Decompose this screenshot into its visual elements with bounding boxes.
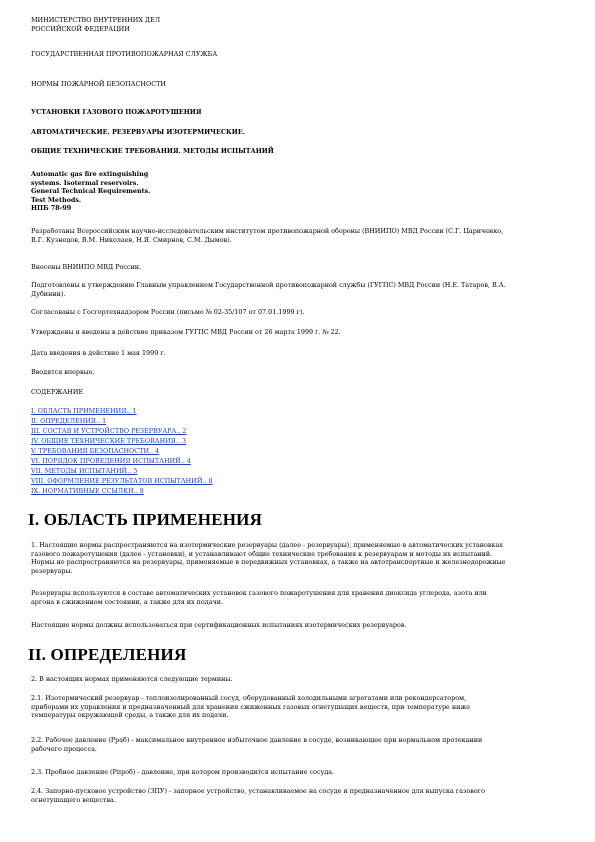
definition-shutoff-device — [31, 787, 485, 804]
first-time-paragraph: Вводятся впервые. — [31, 368, 95, 376]
toc-link-general-requirements[interactable]: IV. ОБЩИЕ ТЕХНИЧЕСКИЕ ТРЕБОВАНИЯ.. 3 — [31, 437, 187, 445]
paragraph-line: 2.1. Изотермический резервуар - теплоизолированный сосуд, оборудованный холодильными агрегатами или рекондерсатором, — [31, 694, 467, 702]
english-title-block — [31, 170, 150, 213]
toc-link-results[interactable]: VIII. ОФОРМЛЕНИЕ РЕЗУЛЬТАТОВ ИСПЫТАНИЙ.. 8 — [31, 477, 213, 485]
paragraph-line: приборами их управления и предназначенный для хранения сжиженных газовых огнетушащих веществ, при температуре ниже — [31, 702, 471, 711]
paragraph-line: температуры окружающей среды, а также для их подачи. — [31, 711, 229, 720]
english-title-line: Automatic gas fire extinguishing — [31, 170, 149, 178]
toc-link-safety[interactable]: V. ТРЕБОВАНИЯ БЕЗОПАСНОСТИ.. 4 — [31, 447, 160, 455]
approved-paragraph: Утверждены и введены в действие приказом ГУГПС МВД России от 26 марта 1999 г. № 22. — [31, 328, 341, 336]
toc-link-test-procedure[interactable]: VI. ПОРЯДОК ПРОВЕДЕНИЯ ИСПЫТАНИЙ.. 4 — [31, 457, 191, 465]
section-heading-definitions: II. ОПРЕДЕЛЕНИЯ — [28, 645, 187, 664]
definition-working-pressure — [31, 736, 482, 753]
scope-paragraph-3: Настоящие нормы должны использоваться при сертификационных испытаниях изотермических резервуаров. — [31, 621, 407, 629]
english-title-line: systems. Isotermal reservoirs. — [31, 178, 139, 187]
section-heading-scope: I. ОБЛАСТЬ ПРИМЕНЕНИЯ — [28, 510, 263, 529]
developers-line: В.Г. Кузнецов, В.М. Николаев, Н.Я. Смирнов, С.М. Дымов). — [31, 235, 232, 244]
document-title-line-2: АВТОМАТИЧЕСКИЕ. РЕЗЕРВУАРЫ ИЗОТЕРМИЧЕСКИЕ. — [31, 128, 245, 136]
scope-paragraph-1 — [31, 541, 506, 575]
paragraph-line: Нормы не распространяются на резервуары, применяемые в передвижных установках, а также на автотранспортные и железнодорожные — [31, 558, 506, 567]
ministry-line-1: МИНИСТЕРСТВО ВНУТРЕННИХ ДЕЛ — [31, 16, 161, 24]
toc-heading: СОДЕРЖАНИЕ — [31, 388, 84, 396]
paragraph-line: Резервуары используются в составе автоматических установок газового пожаротушения для хранения диоксида углерода, азота или — [31, 589, 487, 597]
english-title-line: General Technical Requirements. — [31, 187, 151, 196]
prepared-line: Дубинин). — [31, 289, 66, 298]
toc-link-definitions[interactable]: II. ОПРЕДЕЛЕНИЯ.. 1 — [31, 417, 107, 425]
prepared-line: Подготовлены к утверждению Главным управлением Государственной противопожарной службы (ГУГПС) МВД России (Н.Е. Татаров, В.А. — [31, 281, 506, 289]
agreed-paragraph: Согласованы с Госгортехнадзором России (письмо № 02-35/107 от 07.01.1999 г). — [31, 308, 305, 316]
document-code: НПБ 78-99 — [31, 204, 72, 213]
toc-link-composition[interactable]: III. СОСТАВ И УСТРОЙСТВО РЕЗЕРВУАРА.. 2 — [31, 427, 187, 435]
developers-paragraph — [31, 227, 503, 244]
paragraph-line: 1. Настоящие нормы распространяются на изотермические резервуары (далее - резервуары), применяемые в автоматических установках — [31, 541, 503, 549]
ministry-line-2: РОССИЙСКОЙ ФЕДЕРАЦИИ — [31, 24, 130, 33]
paragraph-line: огнетушащего вещества. — [31, 795, 116, 804]
paragraph-line: аргона в сжиженном состоянии, а также для их подачи. — [31, 597, 224, 606]
paragraph-line: рабочего процесса. — [31, 744, 97, 753]
definition-test-pressure: 2.3. Пробное давление (Рпроб) - давление, при котором производится испытание сосуда. — [31, 768, 335, 776]
document-title-line-3: ОБЩИЕ ТЕХНИЧЕСКИЕ ТРЕБОВАНИЯ. МЕТОДЫ ИСПЫТАНИЙ — [31, 147, 274, 155]
document-title-line-1: УСТАНОВКИ ГАЗОВОГО ПОЖАРОТУШЕНИЯ — [31, 108, 202, 116]
scope-paragraph-2 — [31, 589, 487, 606]
toc-link-scope[interactable]: I. ОБЛАСТЬ ПРИМЕНЕНИЯ.. 1 — [31, 407, 137, 415]
introduced-paragraph: Внесены ВНИИПО МВД России. — [31, 263, 142, 271]
prepared-paragraph — [31, 281, 506, 298]
norms-label: НОРМЫ ПОЖАРНОЙ БЕЗОПАСНОСТИ — [31, 80, 166, 88]
definitions-intro: 2. В настоящих нормах применяются следующие термины. — [31, 675, 233, 683]
definition-isothermal-reservoir — [31, 694, 470, 720]
toc-link-test-methods[interactable]: VII. МЕТОДЫ ИСПЫТАНИЙ.. 5 — [31, 467, 138, 475]
english-title-line: Test Methods. — [31, 195, 82, 204]
developers-line: Разработаны Всероссийским научно-исследовательским институтом противопожарной обороны (ВНИИПО) МВД России (С.Г. Цариченко, — [31, 227, 504, 235]
ministry-heading — [31, 16, 160, 33]
paragraph-line: резервуары. — [31, 566, 73, 575]
service-name: ГОСУДАРСТВЕННАЯ ПРОТИВОПОЖАРНАЯ СЛУЖБА — [31, 50, 218, 58]
effective-date-paragraph: Дата введения в действие 1 мая 1999 г. — [31, 349, 166, 357]
paragraph-line: газового пожаротушения (далее - установки), и устанавливают общие технические требования к резервуарам и методы их испытаний. — [31, 549, 493, 558]
paragraph-line: 2.2. Рабочее давление (Рраб) - максимальное внутреннее избыточное давление в сосуде, возникающее при нормальном протекании — [31, 736, 483, 744]
paragraph-line: 2.4. Запорно-пусковое устройство (ЗПУ) - запорное устройство, устанавливаемое на сосуде и предназначенное для выпуска газового — [31, 787, 485, 795]
toc-link-references[interactable]: IX. НОРМАТИВНЫЕ ССЫЛКИ.. 8 — [31, 487, 144, 495]
